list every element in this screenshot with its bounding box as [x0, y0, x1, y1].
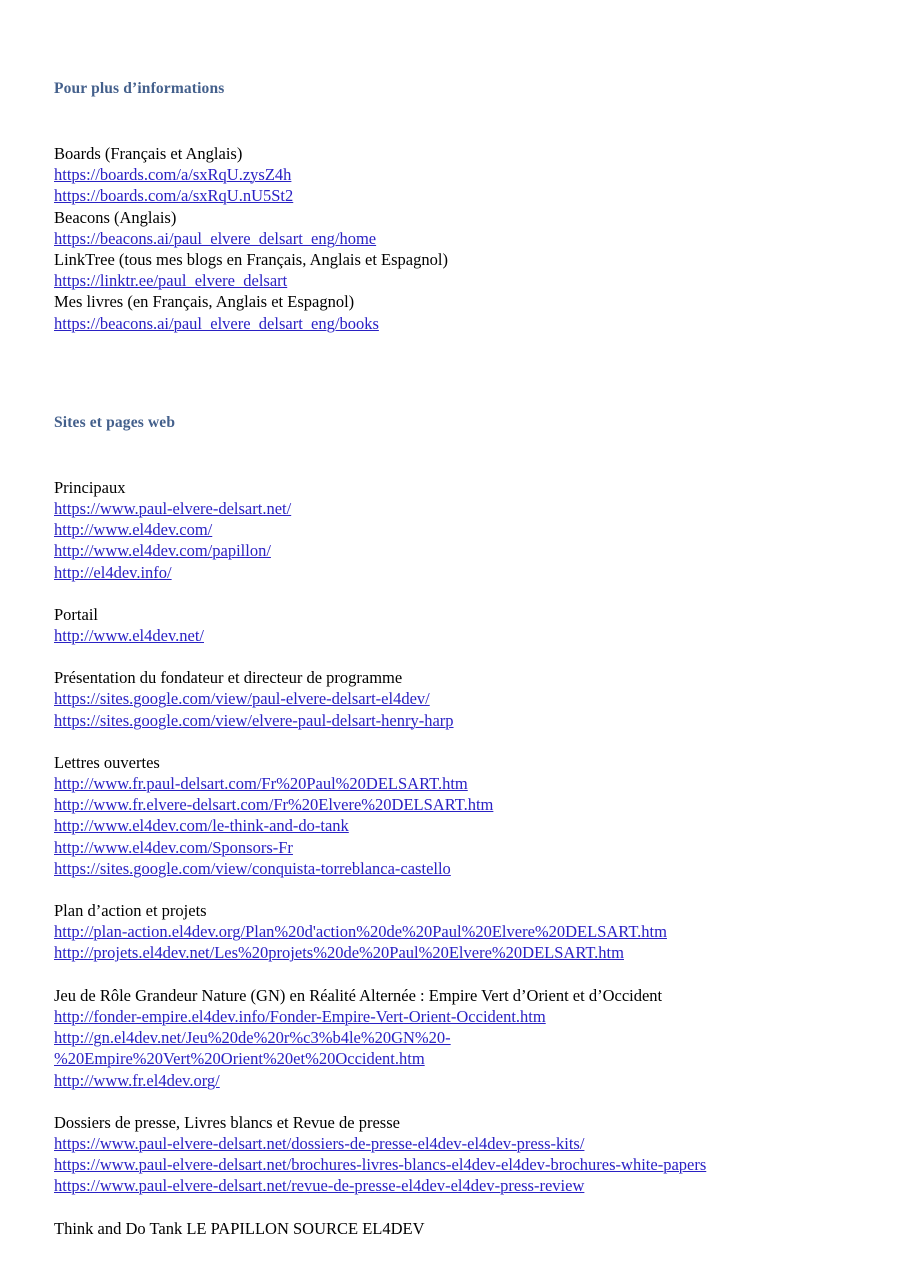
hyperlink-text: https://www.paul-elvere-delsart.net/dossiers-de-presse-el4dev-el4dev-press-kits/ [54, 1133, 585, 1153]
group-label: Portail [54, 604, 98, 624]
hyperlink[interactable] [54, 164, 854, 185]
hyperlink-text: https://www.paul-elvere-delsart.net/revue-de-presse-el4dev-el4dev-press-review [54, 1176, 585, 1196]
hyperlink-text: http://www.el4dev.com/papillon/ [54, 541, 271, 561]
group-boards [54, 143, 854, 207]
hyperlink-text: https://beacons.ai/paul_elvere_delsart_eng/home [54, 228, 377, 248]
group-plan-action [54, 900, 854, 964]
spacer [54, 879, 854, 900]
group-mes-livres [54, 291, 854, 333]
spacer [54, 646, 854, 667]
spacer [54, 433, 854, 477]
hyperlink-text: http://www.el4dev.com/ [54, 520, 213, 540]
hyperlink[interactable] [54, 773, 854, 794]
group-label: Lettres ouvertes [54, 752, 160, 772]
section-heading: Pour plus d’informations [54, 80, 225, 97]
hyperlink-text: http://el4dev.info/ [54, 562, 172, 582]
spacer [54, 334, 854, 412]
hyperlink-text: http://www.el4dev.com/le-think-and-do-tank [54, 816, 349, 836]
hyperlink[interactable] [54, 313, 854, 334]
hyperlink-text: http://projets.el4dev.net/Les%20projets%20de%20Paul%20Elvere%20DELSART.htm [54, 943, 624, 963]
hyperlink[interactable] [54, 794, 854, 815]
hyperlink-text: %20Empire%20Vert%20Orient%20et%20Occident.htm [54, 1049, 425, 1069]
hyperlink[interactable] [54, 228, 854, 249]
hyperlink-text: http://www.el4dev.com/Sponsors-Fr [54, 837, 293, 857]
group-linktree [54, 249, 854, 291]
hyperlink[interactable] [54, 1133, 854, 1154]
section-heading: Sites et pages web [54, 413, 176, 431]
group-portail [54, 604, 854, 646]
hyperlink[interactable] [54, 185, 854, 206]
hyperlink[interactable] [54, 1027, 854, 1048]
group-label: Jeu de Rôle Grandeur Nature (GN) en Réalité Alternée : Empire Vert d’Orient et d’Occident [54, 985, 663, 1005]
group-think-and-do-tank [54, 1218, 854, 1239]
hyperlink-text: https://www.paul-elvere-delsart.net/ [54, 499, 292, 519]
group-label: Beacons (Anglais) [54, 207, 177, 227]
group-dossiers-de-presse [54, 1112, 854, 1197]
document-content [54, 78, 854, 1239]
hyperlink[interactable] [54, 688, 854, 709]
group-label: Boards (Français et Anglais) [54, 144, 243, 163]
hyperlink-text: https://sites.google.com/view/conquista-torreblanca-castello [54, 858, 451, 878]
hyperlink-text: https://sites.google.com/view/paul-elvere-delsart-el4dev/ [54, 689, 430, 709]
hyperlink[interactable] [54, 498, 854, 519]
hyperlink[interactable] [54, 858, 854, 879]
hyperlink-text: https://linktr.ee/paul_elvere_delsart [54, 271, 288, 291]
hyperlink[interactable] [54, 540, 854, 561]
hyperlink-text: http://www.fr.el4dev.org/ [54, 1070, 220, 1090]
hyperlink[interactable] [54, 837, 854, 858]
section-sites-et-pages-web [54, 412, 854, 1239]
spacer [54, 1197, 854, 1218]
spacer [54, 731, 854, 752]
hyperlink[interactable] [54, 519, 854, 540]
hyperlink-text: https://boards.com/a/sxRqU.nU5St2 [54, 186, 294, 206]
hyperlink[interactable] [54, 921, 854, 942]
hyperlink[interactable] [54, 942, 854, 963]
hyperlink-text: https://www.paul-elvere-delsart.net/brochures-livres-blancs-el4dev-el4dev-brochures-white-papers [54, 1155, 707, 1175]
group-presentation-fondateur [54, 667, 854, 731]
hyperlink-text: http://www.el4dev.net/ [54, 626, 204, 646]
group-label: Principaux [54, 477, 126, 497]
hyperlink-text: https://boards.com/a/sxRqU.zysZ4h [54, 165, 292, 185]
hyperlink-text: http://fonder-empire.el4dev.info/Fonder-Empire-Vert-Orient-Occident.htm [54, 1006, 546, 1026]
group-label: Plan d’action et projets [54, 901, 207, 921]
hyperlink[interactable] [54, 1006, 854, 1027]
spacer [54, 583, 854, 604]
group-lettres-ouvertes [54, 752, 854, 879]
hyperlink[interactable] [54, 1154, 854, 1175]
hyperlink-text: http://gn.el4dev.net/Jeu%20de%20r%c3%b4le%20GN%20- [54, 1028, 451, 1048]
hyperlink[interactable] [54, 815, 854, 836]
group-label: Think and Do Tank LE PAPILLON SOURCE EL4DEV [54, 1218, 425, 1238]
spacer [54, 1091, 854, 1112]
hyperlink-text: http://www.fr.paul-delsart.com/Fr%20Paul%20DELSART.htm [54, 774, 468, 794]
hyperlink-text: http://www.fr.elvere-delsart.com/Fr%20Elvere%20DELSART.htm [54, 795, 494, 815]
hyperlink[interactable] [54, 625, 854, 646]
group-label: Dossiers de presse, Livres blancs et Revue de presse [54, 1112, 400, 1132]
hyperlink-text: https://beacons.ai/paul_elvere_delsart_eng/books [54, 313, 379, 333]
group-principaux [54, 477, 854, 583]
group-label: LinkTree (tous mes blogs en Français, Anglais et Espagnol) [54, 250, 448, 270]
spacer [54, 964, 854, 985]
hyperlink-text: https://sites.google.com/view/elvere-paul-delsart-henry-harp [54, 710, 454, 730]
hyperlink[interactable] [54, 562, 854, 583]
spacer [54, 99, 854, 143]
hyperlink-continuation[interactable] [54, 1048, 854, 1069]
group-label: Présentation du fondateur et directeur de programme [54, 668, 403, 688]
hyperlink[interactable] [54, 710, 854, 731]
group-jeu-de-role [54, 985, 854, 1091]
group-beacons [54, 207, 854, 249]
hyperlink[interactable] [54, 1175, 854, 1196]
hyperlink[interactable] [54, 270, 854, 291]
hyperlink-text: http://plan-action.el4dev.org/Plan%20d'action%20de%20Paul%20Elvere%20DELSART.htm [54, 922, 667, 942]
hyperlink[interactable] [54, 1070, 854, 1091]
group-label: Mes livres (en Français, Anglais et Espagnol) [54, 292, 355, 312]
section-pour-plus-dinformations [54, 78, 854, 334]
